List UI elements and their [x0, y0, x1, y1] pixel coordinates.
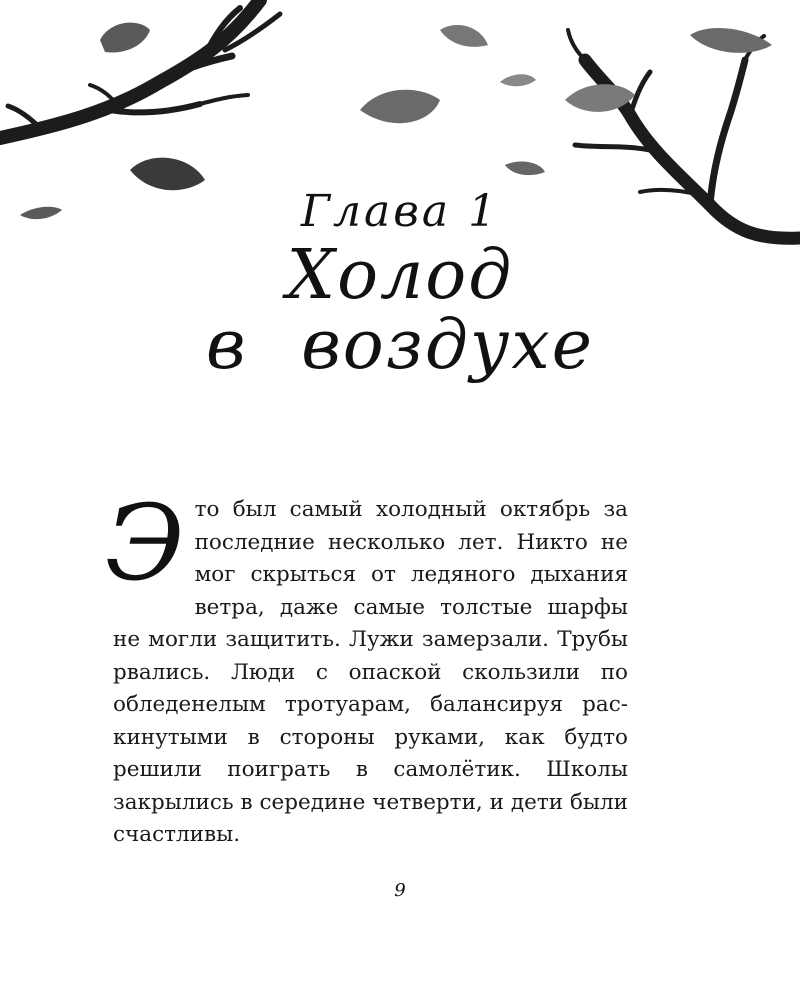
leaf [690, 28, 772, 53]
chapter-title-line-1: Холод [286, 236, 514, 315]
leaf [505, 161, 545, 175]
body-text: то был самый холодный октябрь за последние несколько лет. Никто не мог скрыться от ледяного дыхания ветра, даже самые толстые шарфы не могли защитить. Лужи замерзали. Трубы рвались. Люди с опаской скользили по обледенелым тротуарам, балансируя раскинутыми в стороны руками, как будто решили поиграть в самолётик. Школы закрылись в середине четверти, и дети были счастливы. [113, 497, 628, 847]
chapter-label: Глава 1 [300, 186, 500, 237]
leaf [100, 23, 150, 53]
page-number: 9 [394, 880, 406, 901]
leaf [500, 74, 536, 86]
chapter-title-line-2: в воздухе [206, 306, 594, 385]
body-paragraph [105, 482, 628, 852]
leaf [440, 25, 488, 47]
leaf [360, 90, 440, 123]
drop-cap: Э [105, 482, 185, 604]
left-branch [0, 0, 260, 138]
